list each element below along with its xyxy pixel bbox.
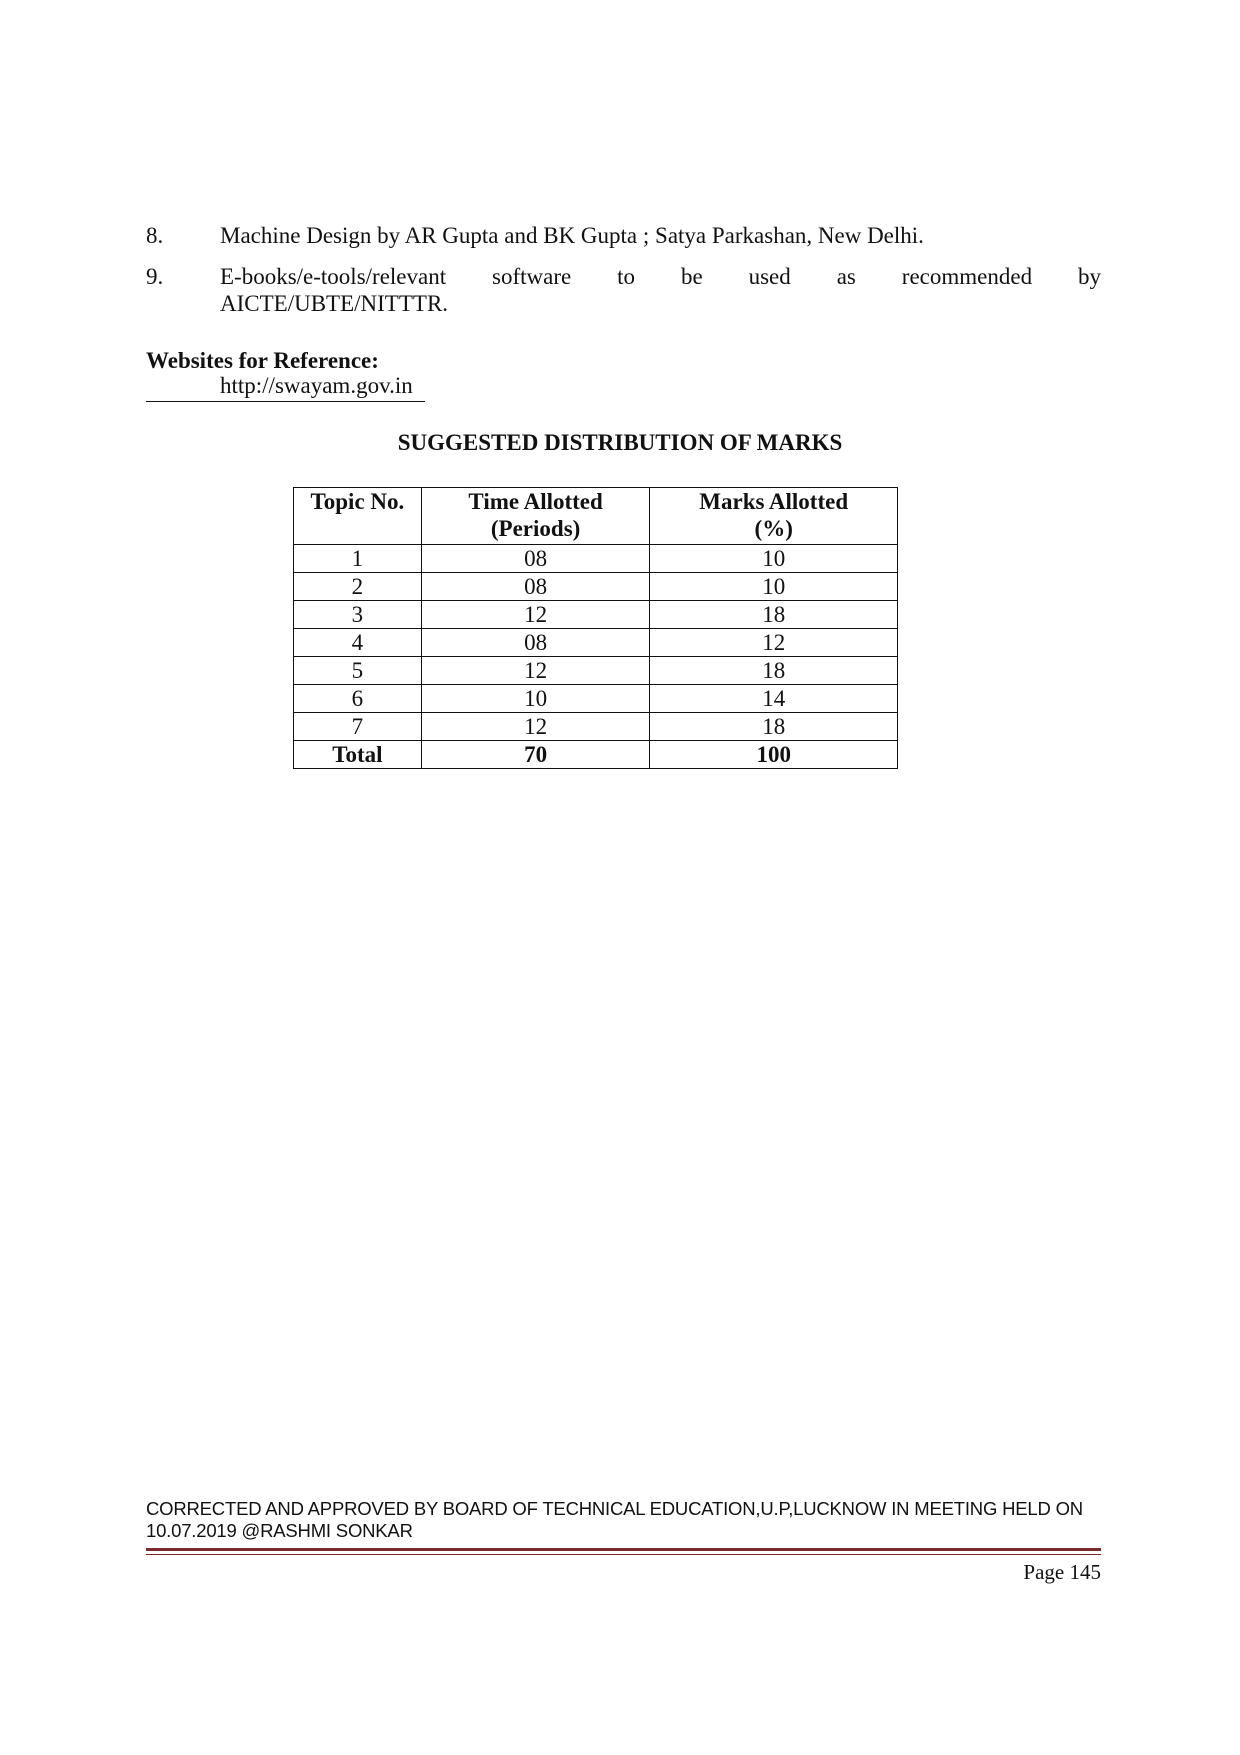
table-cell: 100 (650, 741, 898, 769)
reference-number: 8. (146, 223, 164, 248)
table-cell: 1 (294, 545, 422, 573)
reference-text (220, 222, 1101, 249)
table-cell: 7 (294, 713, 422, 741)
table-title: SUGGESTED DISTRIBUTION OF MARKS (397, 430, 843, 455)
table-cell: 08 (421, 629, 650, 657)
website-link[interactable]: http://swayam.gov.in (220, 373, 413, 398)
table-cell: 6 (294, 685, 422, 713)
table-cell: 4 (294, 629, 422, 657)
table-row (294, 601, 898, 629)
table-row (294, 545, 898, 573)
column-header-marks (650, 488, 898, 545)
table-total-row (294, 741, 898, 769)
reference-number: 9. (146, 264, 164, 289)
table-cell: 70 (421, 741, 650, 769)
table-cell: 12 (650, 629, 898, 657)
footer-divider (146, 1554, 1101, 1555)
header-line: (%) (754, 516, 793, 541)
marks-distribution-table (293, 487, 898, 769)
table-cell: 10 (650, 573, 898, 601)
table-row (294, 685, 898, 713)
footer-line: 10.07.2019 @RASHMI SONKAR (146, 1520, 413, 1541)
table-cell: 08 (421, 545, 650, 573)
table-cell: 12 (421, 713, 650, 741)
table-row (294, 573, 898, 601)
website-link-row (146, 373, 425, 402)
table-cell: 10 (650, 545, 898, 573)
header-line: Time Allotted (468, 489, 603, 514)
header-line: Marks Allotted (699, 489, 849, 514)
table-cell: 12 (421, 601, 650, 629)
table-row (294, 629, 898, 657)
table-cell: 5 (294, 657, 422, 685)
footer-line: CORRECTED AND APPROVED BY BOARD OF TECHNICAL EDUCATION,U.P,LUCKNOW IN MEETING HELD ON (146, 1498, 1083, 1519)
reference-item-8 (146, 222, 1101, 250)
header-line: Topic No. (310, 489, 405, 514)
table-cell: 10 (421, 685, 650, 713)
column-header-topic (294, 488, 422, 545)
footer-approval-note (146, 1498, 1106, 1542)
table-cell: 18 (650, 657, 898, 685)
table-cell: 14 (650, 685, 898, 713)
reference-line: E-books/e-tools/relevant software to be used as recommended by (220, 264, 1101, 289)
table-cell: 08 (421, 573, 650, 601)
table-row (294, 713, 898, 741)
page-number: Page 145 (1023, 1560, 1101, 1584)
table-row (294, 657, 898, 685)
table-cell: 12 (421, 657, 650, 685)
header-line: (Periods) (490, 516, 581, 541)
column-header-time (421, 488, 650, 545)
table-cell: 3 (294, 601, 422, 629)
reference-line: AICTE/UBTE/NITTTR. (220, 291, 449, 316)
reference-text (220, 263, 1101, 317)
reference-item-9 (146, 263, 1101, 319)
table-cell: Total (294, 741, 422, 769)
reference-line: Machine Design by AR Gupta and BK Gupta ; Satya Parkashan, New Delhi. (220, 223, 924, 248)
footer-divider (146, 1548, 1101, 1551)
table-cell: 18 (650, 713, 898, 741)
table-header-row (294, 488, 898, 545)
websites-heading: Websites for Reference: (146, 348, 379, 373)
table-cell: 2 (294, 573, 422, 601)
table-cell: 18 (650, 601, 898, 629)
